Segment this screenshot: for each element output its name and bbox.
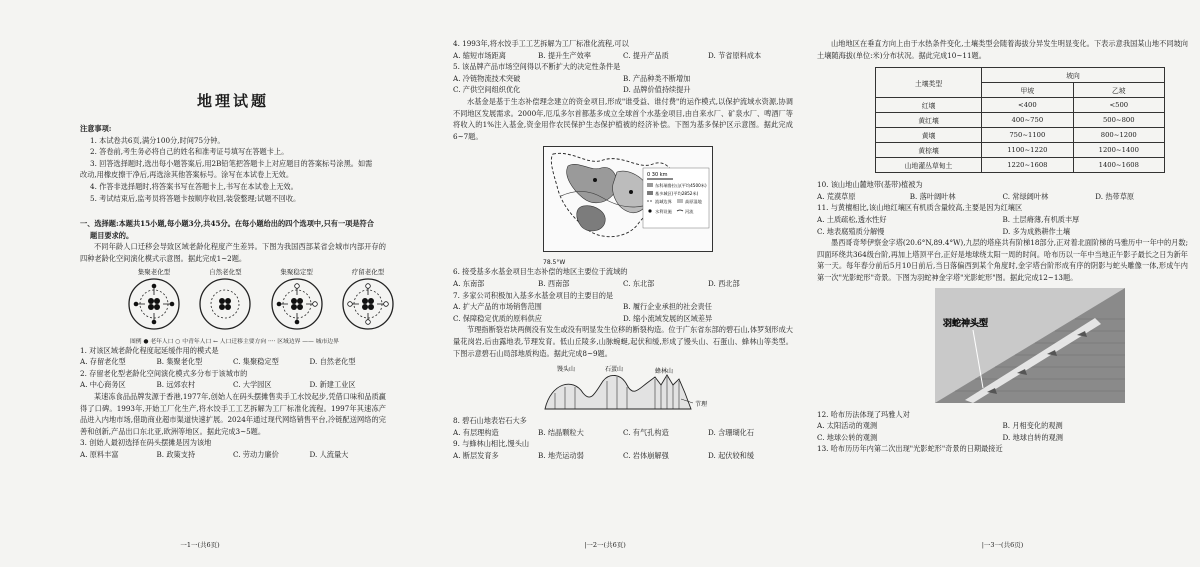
section-heading: 一、选择题:本题共15小题,每小题3分,共45分。在每小题给出的四个选项中,只有一项是符合: [80, 219, 374, 229]
pyramid-shadow-image: [935, 288, 1125, 403]
option-a: A. 原料丰富: [80, 449, 119, 459]
question-8-options: [453, 427, 793, 439]
page-three: [805, 0, 1200, 567]
question-5-options: [453, 73, 793, 85]
table-cell: 黄棕壤: [876, 143, 982, 158]
notice-line: 4. 作答非选择题时,将答案书写在答题卡上,书写在本试卷上无效。: [90, 181, 298, 191]
aging-diagram-label: 集聚稳定型: [280, 267, 313, 276]
question-10: 10. 该山地山麓地带(基带)植被为: [817, 180, 923, 190]
option-c: C. 保障稳定优质的原料供应: [453, 313, 542, 323]
question-6: 6. 接受基多水基金项目生态补偿的地区主要位于流域的: [453, 267, 628, 277]
question-9: 9. 与蜂林山相比,馒头山: [453, 439, 530, 449]
aging-diagram: [269, 267, 325, 334]
question-11-options: [817, 226, 1188, 238]
question-12: 12. 哈布历法体现了玛雅人对: [817, 409, 910, 419]
table-cell: 800~1200: [1073, 128, 1164, 143]
option-a: A. 土质疏松,透水性好: [817, 214, 887, 224]
option-b: B. 土层瘠薄,有机质丰厚: [1002, 214, 1080, 224]
question-4-options: [453, 50, 793, 62]
map-legend-item: 流域边界: [655, 199, 672, 205]
table-cell: 1200~1400: [1073, 143, 1164, 158]
option-b: B. 落叶阔叶林: [909, 191, 956, 201]
question-12-options: [817, 420, 1188, 432]
map-legend-item: 河流: [685, 209, 694, 215]
option-d: D. 新建工业区: [309, 380, 356, 390]
map-legend-item: 高原湿地: [685, 199, 702, 205]
option-c: C. 地表腐殖质分解慢: [817, 226, 885, 236]
question-1: 1. 对该区域老龄化程度起延缓作用的模式是: [80, 345, 219, 355]
option-d: D. 起伏较和缓: [708, 450, 755, 460]
option-a: A. 断层发育多: [453, 450, 499, 460]
table-cell: 黄红壤: [876, 113, 982, 128]
page-footer: |一2一(共6页): [584, 541, 626, 549]
section-heading-cont: 题目要求的。: [90, 230, 134, 240]
map-legend-item: 水利设施: [655, 209, 672, 215]
aging-diagram-label: 集聚老化型: [137, 267, 171, 276]
option-a: A. 荒漠草原: [817, 191, 856, 201]
option-a: A. 东南部: [453, 278, 485, 288]
map-legend-item: 东科瑞鲁拉山(平均4500米): [655, 183, 707, 189]
option-b: B. 提升生产效率: [538, 50, 591, 60]
option-a: A. 太阳活动的观测: [817, 421, 878, 431]
option-c: C. 劳动力廉价: [233, 449, 279, 459]
passage-food-brand: 某速冻食品品牌发源于香港,1977年,创始人在码头摆摊售卖手工水饺起步,凭借口味和品质赢得了口碑。1993年,开始工厂化生产,将水饺手工工艺拆解为工厂标准化流程。1997年其速冻产品进入内地市场,借助商业超市渠道快速扩展。2024年通过现代网络销售平台,冷链配送网络的完善和创新,产品出口东北亚,欧洲等地区。据此完成3~5题。: [80, 391, 386, 436]
option-c: C. 大学园区: [233, 380, 272, 390]
option-b: B. 地壳运动弱: [538, 450, 584, 460]
aging-diagram: [126, 267, 182, 334]
question-2: 2. 存留老化型老龄化空间演化模式多分布于该城市的: [80, 368, 248, 378]
notice-line: 3. 回答选择题时,选出每小题答案后,用2B铅笔把答题卡上对应题目的答案标号涂黑。如需: [90, 158, 373, 168]
question-7-options: [453, 313, 793, 325]
map-legend-item: 基多城区(平均2852米): [655, 191, 699, 197]
option-d: D. 缩小流域发展的区域差异: [623, 313, 713, 323]
option-b: B. 政策支持: [156, 449, 196, 459]
table-row: [876, 128, 1165, 143]
aspect-header: 坡向: [982, 68, 1165, 83]
option-c: C. 提升产品质: [623, 50, 669, 60]
option-c: C. 东北部: [623, 278, 655, 288]
map-longitude: 78.5°W: [543, 259, 566, 267]
cluster-aging-diagram: [126, 276, 182, 332]
table-row: [876, 143, 1165, 158]
question-7-options: [453, 301, 793, 313]
cluster-stable-diagram: [269, 276, 325, 332]
table-cell: 1220~1608: [982, 158, 1073, 173]
soil-type-header: 土壤类型: [876, 68, 982, 98]
passage-aging: 不同年龄人口迁移会导致区域老龄化程度产生差异。下图为我国西部某省会城市内部开存的四种老龄化空间演化模式示意图。据此完成1~2题。: [80, 242, 386, 263]
option-b: B. 西南部: [538, 278, 570, 288]
bishi-mountain-figure: [543, 363, 723, 415]
option-c: C. 有气孔构造: [623, 427, 669, 437]
table-cell: <500: [1073, 98, 1164, 113]
option-a: A. 缩短市场距离: [453, 50, 506, 60]
quito-protection-map: [543, 146, 713, 266]
option-d: D. 品牌价值持续提升: [623, 85, 691, 95]
page-one: [0, 0, 400, 567]
table-cell: 1400~1608: [1073, 158, 1164, 173]
question-4: 4. 1993年,将水饺手工工艺拆解为工厂标准化流程,可以: [453, 39, 629, 48]
table-cell: 500~800: [1073, 113, 1164, 128]
residual-aging-diagram: [340, 276, 396, 332]
table-row: [876, 98, 1165, 113]
question-5: 5. 该品牌产品市场空间得以不断扩大的决定性条件是: [453, 62, 621, 72]
question-3-options: [80, 449, 386, 461]
option-d: D. 自然老化型: [309, 357, 356, 367]
mountain-label: 石蛋山: [605, 366, 624, 374]
pyramid-photo: [935, 288, 1125, 403]
option-b: B. 月相变化的观测: [1002, 421, 1063, 431]
mountain-profile: [543, 363, 723, 415]
passage-pyramid: 墨西哥奇琴伊察金字塔(20.6°N,89.4°W),九层的塔座共有阶梯18部分,正对着北面阶梯的马雅历中一年中的月数;四面环绕共364级台阶,再加上塔顶平台,正好是地球绕太阳一周的时间。哈布历以一年中当地正午影子最长之日为新年第一天。每年春分前后5月10日前后,当日落偏西到某个角度时,金字塔台阶形成有序的阴影与蛇头雕像一体,形成午内第一次"光影蛇形"奇景。下图为羽蛇神金字塔"光影蛇形"图。据此完成12~13题。: [817, 238, 1188, 282]
question-11-options: [817, 214, 1188, 226]
table-cell: 山地灌丛草甸土: [876, 158, 982, 173]
aging-diagram-row: [126, 267, 396, 334]
mountain-label: 蜂林山: [655, 368, 674, 376]
option-a: A. 扩大产品的市场销售范围: [453, 302, 542, 312]
page-title: 地理试题: [196, 92, 269, 110]
table-cell: 400~750: [982, 113, 1073, 128]
table-cell: 黄壤: [876, 128, 982, 143]
mountain-label: 馒头山: [557, 366, 576, 374]
option-c: C. 集聚稳定型: [233, 357, 279, 367]
page-two: [405, 0, 805, 567]
notice-line: 5. 考试结束后,监考员将答题卡按顺序收回,装袋整理;试题不回收。: [90, 193, 301, 203]
question-6-options: [453, 278, 793, 290]
slope-a-header: 甲坡: [982, 83, 1073, 98]
map-scale: 0 30 km: [647, 172, 668, 179]
option-c: C. 地球公转的观测: [817, 432, 878, 442]
option-d: D. 含珊瑚化石: [708, 427, 755, 437]
photo-label: 羽蛇神头型: [943, 318, 989, 329]
aging-diagram-label: 疗留老化型: [351, 267, 385, 276]
option-b: B. 远郊农村: [156, 380, 196, 390]
question-11: 11. 与黄檀相比,该山地红壤区有机质含量较高,主要是因为红壤区: [817, 203, 1023, 213]
quito-map-figure: [543, 146, 713, 258]
slope-b-header: 乙坡: [1073, 83, 1164, 98]
option-b: B. 结晶颗粒大: [538, 427, 584, 437]
option-d: D. 西北部: [708, 278, 740, 288]
question-3: 3. 创始人最初选择在码头摆摊是因为该地: [80, 438, 212, 448]
notice-heading: 注意事项:: [80, 124, 112, 133]
table-row: [876, 158, 1165, 173]
option-d: D. 人流量大: [309, 449, 349, 459]
aging-diagram-label: 自然老化型: [209, 267, 242, 276]
notice-line: 2. 答卷前,考生务必将自己的姓名和准考证号填写在答题卡上。: [90, 147, 289, 157]
option-a: A. 中心商务区: [80, 380, 126, 390]
aging-diagram-legend: 图例 ● 老年人口 ○ 中青年人口 ← 人口迁移主要方向 ···· 区域边界 —— 城市边界: [130, 338, 339, 345]
option-b: B. 履行企业承担的社会责任: [623, 302, 712, 312]
notice-line: 改动,用橡皮擦干净后,再选涂其他答案标号。涂写在本试卷上无效。: [80, 170, 294, 180]
option-d: D. 节省原料成本: [708, 50, 762, 60]
joint-label: 节理: [695, 401, 708, 409]
question-12-options: [817, 432, 1188, 444]
table-cell: 红壤: [876, 98, 982, 113]
page-footer: 一1一(共6页): [180, 541, 220, 549]
option-c: C. 常绿阔叶林: [1002, 191, 1049, 201]
option-a: A. 有层理构造: [453, 427, 499, 437]
option-a: A. 存留老化型: [80, 357, 126, 367]
option-c: C. 产供空间组织优化: [453, 85, 521, 95]
natural-aging-diagram: [197, 276, 253, 332]
option-c: C. 岩体崩解强: [623, 450, 669, 460]
question-7: 7. 多家公司积极加入基多水基金项目的主要目的是: [453, 290, 614, 300]
question-2-options: [80, 379, 386, 391]
page-footer: |一3一(共6页): [981, 541, 1024, 549]
table-row: [876, 113, 1165, 128]
option-d: D. 热带草原: [1095, 191, 1135, 201]
passage-water-fund: 水基金是基于生态补偿理念建立的资金项目,形成"谁受益、谁付费"的运作模式,以保护流域水资源,协调不同地区发展需求。2000年,厄瓜多尔首都基多成立全球首个水基金项目,由自来水厂、矿泉水厂、啤酒厂等将收入的1%注入基金,资金用作农民保护生态保护植被的经济补偿。下图为基多保护区示意图。据此完成6~7题。: [453, 96, 793, 141]
passage-joints: 节理指断裂岩块两侧没有发生或没有明显发生位移的断裂构造。位于广东省东部的碧石山,体罗刻形成大量花岗岩,后由露地表,节理发育。低山丘陵多,山脉蜿蜒,起伏和缓,形成了馒头山、石蛋山、蜂林山等类型。下图示意碧石山局部地质构造。据此完成8~9题。: [453, 325, 793, 358]
soil-table: [875, 67, 1165, 173]
notice-line: 1. 本试卷共6页,满分100分,时间75分钟。: [90, 135, 225, 145]
option-d: D. 多为成熟耕作土壤: [1002, 226, 1071, 236]
question-1-options: [80, 356, 386, 368]
question-5-options: [453, 84, 793, 96]
option-b: B. 集聚老化型: [156, 357, 203, 367]
passage-soil: 山地地区在垂直方向上由于水热条件变化,土壤类型会随着海拔分异发生明显变化。下表示意我国某山地不同坡向土壤随海拔(单位:米)分布状况。据此完成10~11题。: [817, 39, 1188, 60]
aging-diagram: [340, 267, 396, 334]
option-a: A. 冷链物流技术突破: [453, 73, 521, 83]
table-cell: 750~1100: [982, 128, 1073, 143]
question-9-options: [453, 450, 793, 462]
aging-diagram: [197, 267, 253, 334]
table-cell: <400: [982, 98, 1073, 113]
option-d: D. 地球自转的观测: [1002, 432, 1063, 442]
option-b: B. 产品种类不断增加: [623, 73, 691, 83]
table-cell: 1100~1220: [982, 143, 1073, 158]
question-10-options: [817, 191, 1188, 203]
question-13: 13. 哈布历历年内第二次出现"光影蛇形"奇景的日期最接近: [817, 444, 1003, 454]
question-8: 8. 碧石山地表岩石大多: [453, 416, 527, 426]
